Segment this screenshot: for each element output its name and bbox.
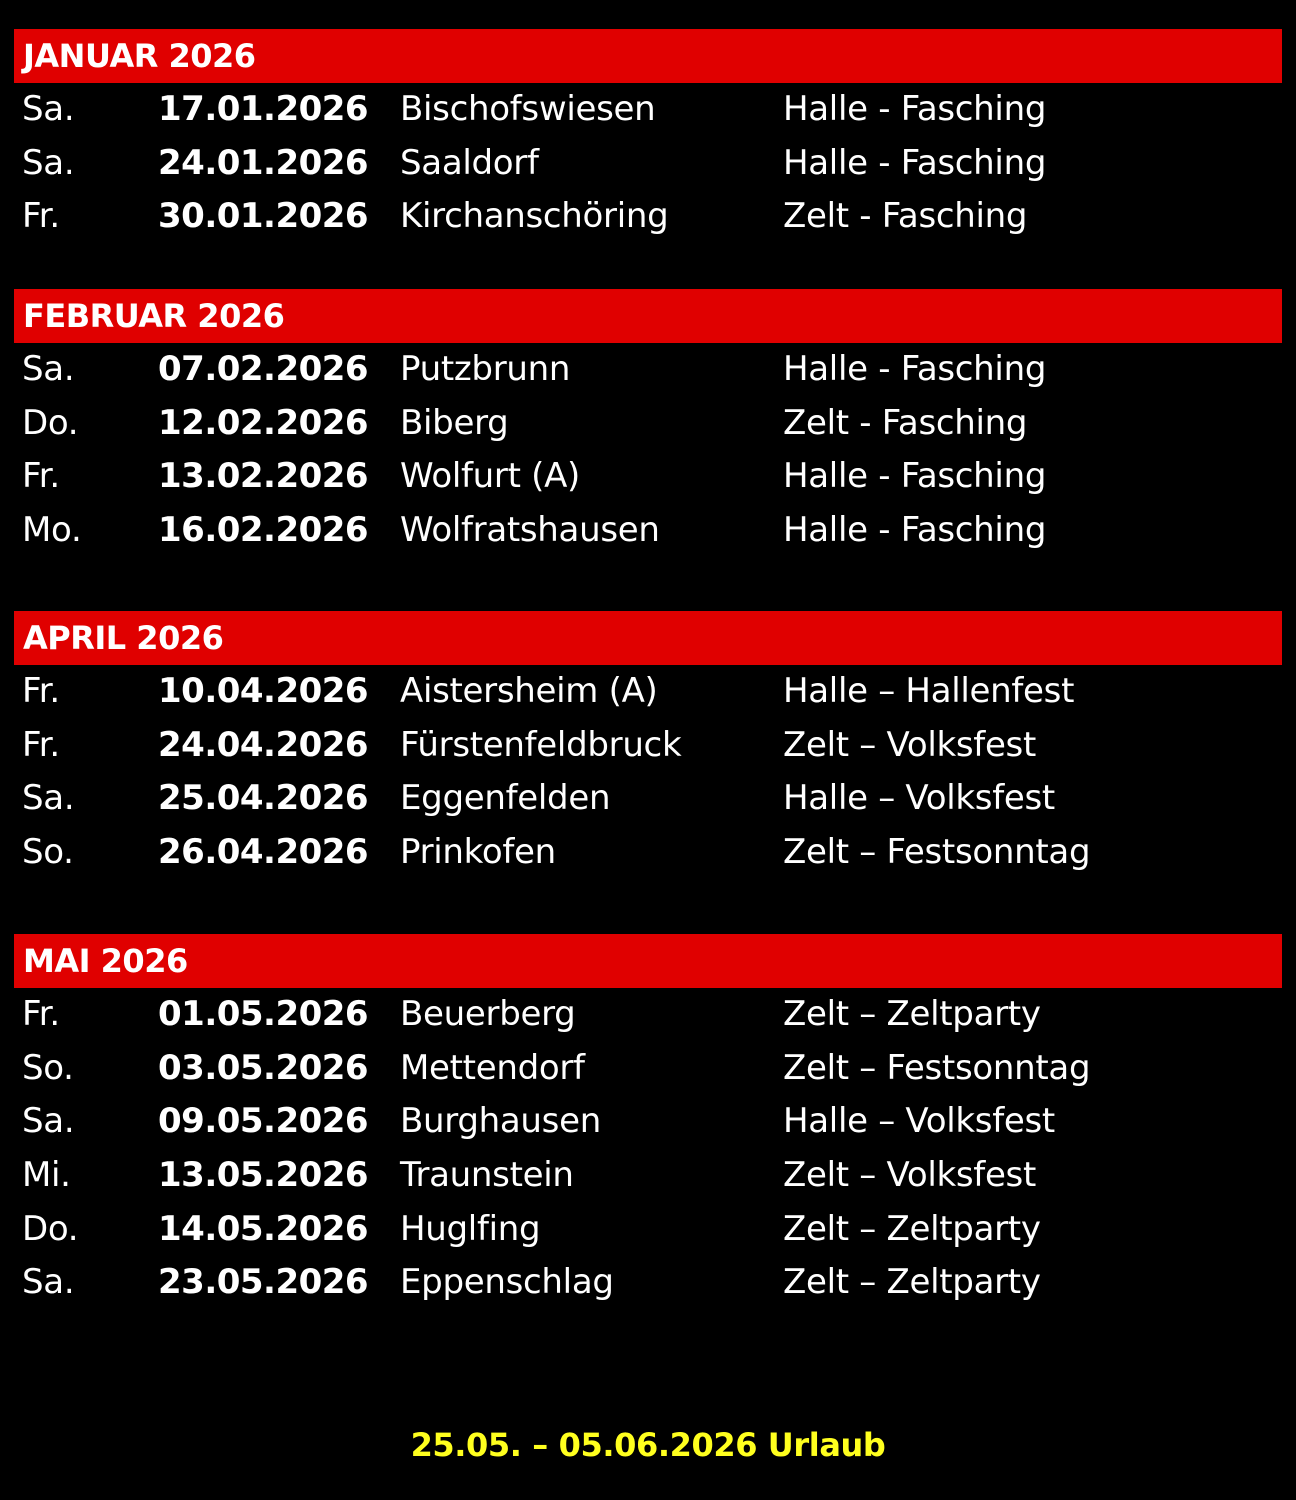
event-date: 16.02.2026 (158, 510, 369, 551)
event-place: Eggenfelden (400, 778, 611, 819)
event-day: So. (22, 1047, 74, 1088)
event-type: Zelt – Volksfest (783, 724, 1037, 765)
event-row (14, 343, 1282, 397)
event-day: Do. (22, 402, 79, 443)
event-day: Sa. (22, 1262, 75, 1303)
event-day: Fr. (22, 456, 60, 497)
month-header: JANUAR 2026 (14, 29, 1282, 83)
event-date: 13.02.2026 (158, 456, 369, 497)
event-type: Zelt – Festsonntag (783, 832, 1091, 873)
event-place: Eppenschlag (400, 1262, 614, 1303)
event-row (14, 665, 1282, 719)
month-section-april (14, 611, 1282, 880)
event-row (14, 190, 1282, 244)
event-date: 26.04.2026 (158, 832, 369, 873)
event-place: Saaldorf (400, 142, 539, 183)
event-type: Halle - Fasching (783, 89, 1047, 129)
month-header: APRIL 2026 (14, 611, 1282, 665)
event-type: Zelt – Volksfest (783, 1155, 1037, 1196)
event-place: Biberg (400, 402, 509, 443)
event-date: 24.01.2026 (158, 142, 369, 183)
event-place: Putzbrunn (400, 349, 571, 389)
month-section-februar (14, 289, 1282, 558)
event-type: Zelt – Festsonntag (783, 1047, 1091, 1088)
event-row (14, 988, 1282, 1042)
event-date: 10.04.2026 (158, 671, 369, 711)
event-place: Aistersheim (A) (400, 671, 658, 711)
event-day: Sa. (22, 778, 75, 819)
event-row (14, 504, 1282, 558)
month-section-januar (14, 29, 1282, 244)
vacation-note: 25.05. – 05.06.2026 Urlaub (410, 1426, 886, 1464)
event-place: Mettendorf (400, 1047, 585, 1088)
event-place: Wolfratshausen (400, 510, 660, 551)
event-place: Traunstein (400, 1155, 574, 1196)
event-type: Halle - Fasching (783, 510, 1047, 551)
event-row (14, 450, 1282, 504)
event-row (14, 83, 1282, 137)
event-row (14, 1042, 1282, 1096)
event-date: 14.05.2026 (158, 1208, 369, 1249)
event-date: 09.05.2026 (158, 1101, 369, 1142)
event-date: 25.04.2026 (158, 778, 369, 819)
event-day: Fr. (22, 196, 60, 237)
event-place: Fürstenfeldbruck (400, 724, 682, 765)
event-row (14, 137, 1282, 191)
event-type: Halle - Fasching (783, 142, 1047, 183)
event-type: Zelt – Zeltparty (783, 994, 1041, 1034)
event-day: Fr. (22, 671, 60, 711)
event-type: Halle - Fasching (783, 456, 1047, 497)
event-row (14, 1095, 1282, 1149)
event-type: Zelt - Fasching (783, 402, 1028, 443)
event-place: Prinkofen (400, 832, 556, 873)
event-day: Sa. (22, 142, 75, 183)
event-day: So. (22, 832, 74, 873)
month-section-mai (14, 934, 1282, 1310)
event-day: Mi. (22, 1155, 71, 1196)
event-date: 24.04.2026 (158, 724, 369, 765)
event-type: Halle – Volksfest (783, 778, 1055, 819)
event-place: Kirchanschöring (400, 196, 669, 237)
event-type: Zelt - Fasching (783, 196, 1028, 237)
month-header: MAI 2026 (14, 934, 1282, 988)
event-place: Beuerberg (400, 994, 576, 1034)
event-date: 17.01.2026 (158, 89, 369, 129)
event-place: Huglfing (400, 1208, 541, 1249)
event-day: Fr. (22, 994, 60, 1034)
event-place: Wolfurt (A) (400, 456, 580, 497)
event-day: Fr. (22, 724, 60, 765)
event-place: Burghausen (400, 1101, 601, 1142)
event-row (14, 1256, 1282, 1310)
event-row (14, 826, 1282, 880)
event-day: Sa. (22, 349, 75, 389)
event-day: Do. (22, 1208, 79, 1249)
event-type: Halle - Fasching (783, 349, 1047, 389)
event-date: 13.05.2026 (158, 1155, 369, 1196)
event-type: Zelt – Zeltparty (783, 1208, 1041, 1249)
event-type: Halle – Volksfest (783, 1101, 1055, 1142)
event-place: Bischofswiesen (400, 89, 656, 129)
event-row (14, 1203, 1282, 1257)
event-type: Zelt – Zeltparty (783, 1262, 1041, 1303)
event-date: 03.05.2026 (158, 1047, 369, 1088)
event-date: 23.05.2026 (158, 1262, 369, 1303)
event-date: 30.01.2026 (158, 196, 369, 237)
event-day: Sa. (22, 1101, 75, 1142)
event-row (14, 719, 1282, 773)
event-day: Sa. (22, 89, 75, 129)
event-date: 12.02.2026 (158, 402, 369, 443)
event-date: 01.05.2026 (158, 994, 369, 1034)
event-row (14, 772, 1282, 826)
event-date: 07.02.2026 (158, 349, 369, 389)
event-type: Halle – Hallenfest (783, 671, 1075, 711)
event-row (14, 397, 1282, 451)
event-row (14, 1149, 1282, 1203)
event-day: Mo. (22, 510, 82, 551)
month-header: FEBRUAR 2026 (14, 289, 1282, 343)
